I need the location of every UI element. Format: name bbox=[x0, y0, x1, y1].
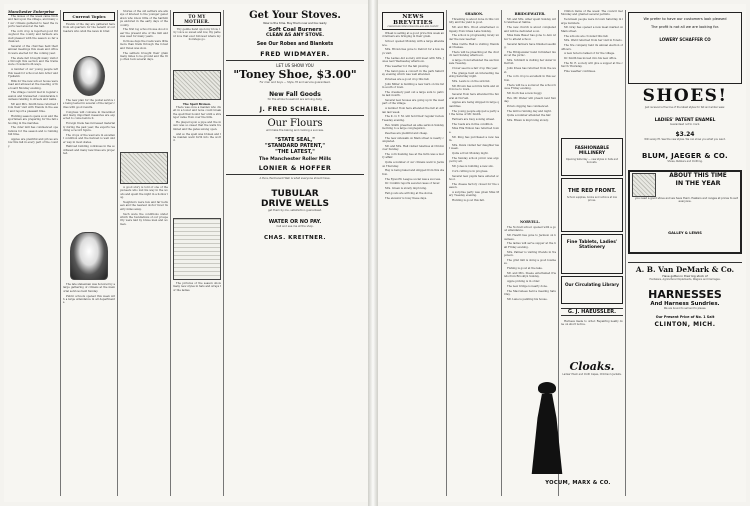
lowery-ad: We prefer to have our customers look pleased The profit is not all we are looking for. LOWERY SCHAFFER CO bbox=[628, 12, 742, 84]
robes-line: See Our Robes and Blankets bbox=[256, 42, 334, 47]
sharon-header: SHARON. bbox=[464, 12, 484, 16]
column-rule bbox=[558, 10, 559, 496]
illustration-figure bbox=[173, 218, 221, 280]
cloaks-ad: Cloaks. Ladies' Plush and Cloth Capes, Children's Jackets. bbox=[562, 360, 622, 376]
roller-mills: The Manchester Roller Mills bbox=[259, 157, 331, 162]
portrait-man bbox=[70, 232, 108, 280]
portrait-woman bbox=[73, 56, 105, 96]
right-col-3: BRIDGEWATER. Mr. and Mrs. Alber spent Sunday with relatives at Saline. The new church is about completed and will be dedicated soon. Miss Kate Bauer has gone to Ann Arbor to attend school. Several farmers have finished seeding. The Bridgewater band furnished music at the picnic. Mrs. Schmidt is visiting her sister in Detroit. John Kress has returned from the west. The corn crop is excellent in this section. There will be a social at the school house Friday evening. Mr. Koch has a new buggy. Rev. Mr. Weber will preach next Sunday. Potato digging has commenced. The mill is running day and night. Quite a number attended the fair. Mrs. Braun is improving slowly. NORVELL. The Norvell school opened with a good attendance. Mr. Hewitt has gone to Jackson on business. The ladies will serve supper at the hall Friday evening. Mrs. Palmer is visiting friends in Napoleon. The grist mill is doing a good business. Fishing is good at the lake. Mr. and Mrs. Steele entertained friends from Brooklyn Sunday. Apple picking is in order. The new bridge is nearly done. The Maccabees held a meeting Saturday. Mr. Lane is painting his house. bbox=[504, 12, 556, 301]
water-or-no-pay: WATER OR NO PAY. bbox=[268, 219, 322, 225]
cloaks-headline: Cloaks. bbox=[569, 360, 615, 373]
mother-title: TO MY MOTHER. bbox=[173, 12, 221, 26]
column-rule bbox=[60, 10, 61, 496]
current-topics-header: Current Topics bbox=[63, 12, 115, 21]
time-headline-2: IN THE YEAR bbox=[675, 179, 721, 187]
illustration-small bbox=[120, 152, 168, 184]
left-page bbox=[4, 4, 368, 502]
shoe-merchant: J. FRED SCHAIBLE. bbox=[259, 106, 331, 113]
drive-wells-headline: DRIVE WELLS bbox=[260, 199, 330, 209]
cartoon-spell-broken bbox=[173, 70, 221, 100]
cartoon-caption: The Spell Broken. bbox=[182, 102, 212, 106]
column-rule bbox=[625, 10, 626, 496]
vandemark-ad: A. B. Van DeMark & Co. Have gotten in their big stock of Hardware, Agricultural Implements, Wagons and Carriages. HARNESSES And Harness Sundries. We are bound to sell and to please. Our Present Price of No. 1 Salt CLINTON, MICH. bbox=[628, 265, 742, 328]
well-ad: A Pure, Permanent Well is what everyone should have. TUBULAR DRIVE WELLS get them by me, satisfaction guaranteed. WATER OR NO PAY. Call and see me at the shop. CHAS. KREITNER. bbox=[226, 177, 364, 241]
millinery-ad: FASHIONABLE MILLINERY Opening Saturday — new styles in hats and bonnets. bbox=[561, 138, 623, 176]
time-of-year-ad: ABOUT THIS TIME IN THE YEAR you need a good stove and we have them. Heaters and ranges at prices to suit everyone. GALLEY & LEWIS bbox=[628, 170, 742, 254]
column-rule bbox=[117, 10, 118, 496]
vandemark-town: CLINTON, MICH. bbox=[654, 321, 716, 328]
masthead: Manchester Enterprise bbox=[8, 10, 58, 15]
well-merchant: CHAS. KREITNER. bbox=[263, 235, 327, 241]
cloaks-merchant: YOCUM, MARX & CO. bbox=[545, 480, 611, 486]
left-col-4: TO MY MOTHER. Thy gentle hand upon my brow, thy voice so sweet and low, thy patient love that ever followed where my footsteps go. The Spell Broken. There was once a maiden who dwelt in a tower and none could break the spell that bound her until a stranger came from over the hills. He played upon a pipe and the music was so sweet that the walls trembled and the gates swung open. And so the spell was broken and the maiden went forth into the world. The pictures of the season show many new styles in hats and wraps for the ladies. bbox=[173, 14, 221, 292]
shoes-price: $3.24 bbox=[675, 131, 695, 138]
right-col-4: Clinton items of the week: The council met Monday and granted several permits. Tecumseh people were in town Saturday in large numbers. Mr. Gray has opened a new meat market on Main street. The schools are crowded this fall. Mrs. Ward returned from her visit in Toledo. The fire company held its annual election of officers. A new hotel is talked of for the village. Dr. Smith has moved into his new office. The M. E. society will give a supper at the church Thursday. Fine weather continues. FASHIONABLE MILLINERY Opening Saturday — new styles in hats and bonnets. THE RED FRONT. School supplies, books and notions at low prices. Fine Tablets, Ladies' Stationery Our Circulating Library G. J. HAEUSSLER. Harness made to order. Repairing neatly done on short notice. Cloaks. Ladies' Plush and Cloth Capes, Children's Jackets. bbox=[561, 10, 623, 376]
column-rule bbox=[446, 10, 447, 496]
left-col-3: Stories of the old settlers are always of interest to the younger generation who know little of the hardships endured in the early days of the county. The first log school house stood near the present site of the mill and was used for many years. In those days the roads were little more than trails through the forest and travel was slow. The settlers brought their grain many miles to be ground and the trip often took several days. A good story is told of one of the pioneers who lost his way in the woods and spent the night in a hollow log. Neighbors were few and far between and the nearest doctor lived twenty miles away. Such were the conditions under which the foundations of our prosperity were laid by brave men and women. bbox=[120, 10, 168, 226]
left-col-1 bbox=[8, 10, 58, 496]
time-headline-1: ABOUT THIS TIME bbox=[669, 173, 727, 179]
stoves-merchant: FRED WIDMAYER. bbox=[260, 51, 330, 58]
red-front-headline: THE RED FRONT. bbox=[568, 188, 616, 194]
burners-line: Soft Coal Burners bbox=[268, 27, 322, 33]
vandemark-name: A. B. Van DeMark & Co. bbox=[635, 265, 735, 274]
shoes-ad: SHOES! Just received a fine line of the latest styles for fall and winter wear. LADIES' PATENT ENAMEL Guaranteed not to crack. $3.24 Will surely fit. See the new styles. We can show you what you want. BLUM, JAEGER & CO. Shoes, Rubbers and Clothing. bbox=[628, 86, 742, 168]
lowery-merchant: LOWERY SCHAFFER CO bbox=[659, 37, 711, 42]
library-ad bbox=[561, 276, 623, 304]
stoves-ad: Get Your Stoves. Now is the time. Buy them now and be ready Soft Coal Burners CLEAN AS ANY STOVE. See Our Robes and Blankets FRED WIDMAYER. bbox=[226, 10, 364, 58]
time-ad-illustration bbox=[632, 173, 656, 197]
toney-shoe: "Toney Shoe, $3.00" bbox=[233, 68, 357, 81]
shoes-headline: SHOES! bbox=[642, 86, 728, 106]
norvell-header: NORVELL. bbox=[520, 220, 540, 224]
left-ads-column bbox=[226, 10, 364, 496]
harnesses-headline: HARNESSES bbox=[648, 288, 722, 301]
left-col-1-text: The issues of the week came thick and fast upon the village, and many of our citizens gathered to hear the reports read aloud at the hall. The corn crop is reported good throughout the county and farmers are well pleased with the season so far advanced. Several of the churches held their annual meetings this week and officers were elected for the coming year. The state fair brought many visitors through this section and the trains were crowded both ways. A number of our young people left this week for school at Ann Arbor and Ypsilanti. Bills for the new school house were read and allowed at the meeting of the board Monday evening. The village council met in regular session and transacted considerable business relating to streets and walks. Mr and Mrs. Smith have returned from their visit with friends in the east and report a pleasant time. Hunting season opens soon and the sportsmen are preparing for the fall shooting in the marshes. The cider mill has commenced operations for the season and is running full time. Apples are plentiful and prices are low this fall in every part of the county. bbox=[8, 15, 58, 148]
column-rule bbox=[170, 10, 171, 496]
time-merchant: GALLEY & LEWIS bbox=[668, 231, 702, 235]
news-brevities-box: NEWS BREVITIES CONDENSED NEWS FROM VILLAGE AND COUNTY bbox=[382, 12, 444, 30]
millinery-headline: FASHIONABLE MILLINERY bbox=[574, 146, 610, 156]
flour-merchant: LONIER & HOFFER bbox=[258, 164, 332, 172]
column-rule bbox=[501, 10, 502, 496]
news-brevities-header: NEWS BREVITIES bbox=[393, 14, 433, 26]
new-fall-goods: New Fall Goods bbox=[269, 91, 321, 98]
column-rule bbox=[223, 10, 224, 496]
left-col-2: Current Topics Events of the day are gathered here from all quarters for the benefit of our readers who wish the news in brief. The new plan for the postal service is being tested in several of the larger cities with good results. Congress will convene in December and many important measures are expected to come before it. Foreign trade has increased materially during the past year, the exports reaching a record figure. The crops of the west are in excellent condition and the harvest is well under way in most states. Railroad building continues in the southwest and many new lines are projected. The late statesman was honored by a large gathering of citizens at the memorial services held Sunday. Public schools opened this week with a large attendance in all departments. bbox=[63, 14, 115, 305]
right-col-2: SHARON. Threshing is about done in this vicinity and the yield is good. Mr. and Mrs. Wood entertained company from Grass Lake Sunday. The school is progressing nicely under the new teacher. Miss Carrie Hall is visiting friends at Chelsea. There will be preaching at the church next Sunday afternoon. A large crowd attended the auction sale Tuesday. Clover seed is a fair crop this year. The grange held an interesting meeting Saturday night. Mrs. Lewis is on the sick list. Mr. Brown has sold his farm and will move to town. Several from here attended the funeral at Norvell. Apples are being shipped in large quantities. The young people enjoyed a party at the home of Mr. Smith. Farmers are busy sowing wheat. The roads are in fine condition. Miss Ella Wilson has returned home. Mr. King has purchased a new team. Mrs. Davis visited her daughter last week. Quite a frost Monday night. The Sunday school picnic was enjoyed by all. Mr. Jones is building a new silo. Corn cutting is in progress. Several new pupils have entered school. The cheese factory closed for the season. A surprise party was given Miss Mary Tuesday evening. Hunting is good this fall. bbox=[449, 12, 499, 203]
library-headline: Our Circulating Library bbox=[564, 282, 620, 287]
haeussler-merchant: G. J. HAEUSSLER. bbox=[561, 308, 623, 316]
page-gutter bbox=[368, 0, 378, 506]
clean-line: CLEAN AS ANY STOVE. bbox=[266, 33, 324, 38]
right-ads-column bbox=[628, 10, 742, 496]
tablets-ad bbox=[561, 234, 623, 274]
silhouette-head bbox=[538, 382, 556, 394]
flour-headline: Our Flours bbox=[267, 118, 323, 129]
right-col-1: NEWS BREVITIES CONDENSED NEWS FROM VILLAGE AND COUNTY Wheat is selling at a good price this week and farmers are bringing in their grain. School opened Monday with a large attendance. Mrs. Brown has gone to Detroit for a few days visit. The Ladies Aid society will meet with Mrs. Jones next Wednesday afternoon. Fine weather for the fall plowing. The band gave a concert in the park Saturday evening which was well attended. Potatoes are a good crop this fall. John Miller is building a new barn on his farm south of town. The creamery paid out a large sum to patrons last month. Several new houses are going up in the west part of the village. A number from here attended the fair at Adrian last week. The K. O. T. M. will hold their regular review Tuesday evening. Rev. Smith preached an able sermon Sunday morning to a large congregation. Peaches are plentiful and cheap. The new sidewalk on Main street is nearly completed. Mr. and Mrs. Hall visited relatives at Clinton over Sunday. The corn husking bee at the farm was a merry affair. Quite a number of our citizens went to Jackson Thursday. Hay is being baled and shipped from this station. The Epworth League social was a success. Dr. Conklin reports several cases of fever. Mrs. Green is slowly improving. Fall goods are arriving at the stores. The elevator is busy these days. bbox=[382, 14, 444, 200]
right-page bbox=[378, 4, 746, 502]
tablets-headline: Fine Tablets, Ladies' Stationery bbox=[566, 240, 618, 250]
stoves-headline: Get Your Stoves. bbox=[249, 10, 341, 21]
sundries-line: And Harness Sundries. bbox=[650, 301, 720, 307]
flour-ad: Our Flours will make the baking and cooking a success. "STATE SEAL," "STANDARD PATENT," "THE LATEST," The Manchester Roller Mills LONIER & HOFFER bbox=[226, 118, 364, 172]
tubular-headline: TUBULAR bbox=[271, 189, 319, 199]
shoe-ad: LET US SHOW YOU "Toney Shoe, $3.00" For men and boys — Style, fit and service guaranteed. New Fall Goods for the whole household are arriving daily. J. FRED SCHAIBLE. bbox=[226, 63, 364, 113]
red-front-ad: THE RED FRONT. School supplies, books and notions at low prices. bbox=[561, 178, 623, 232]
shoes-merchant: BLUM, JAEGER & CO. bbox=[642, 152, 728, 160]
bridgewater-header: BRIDGEWATER. bbox=[514, 12, 546, 16]
